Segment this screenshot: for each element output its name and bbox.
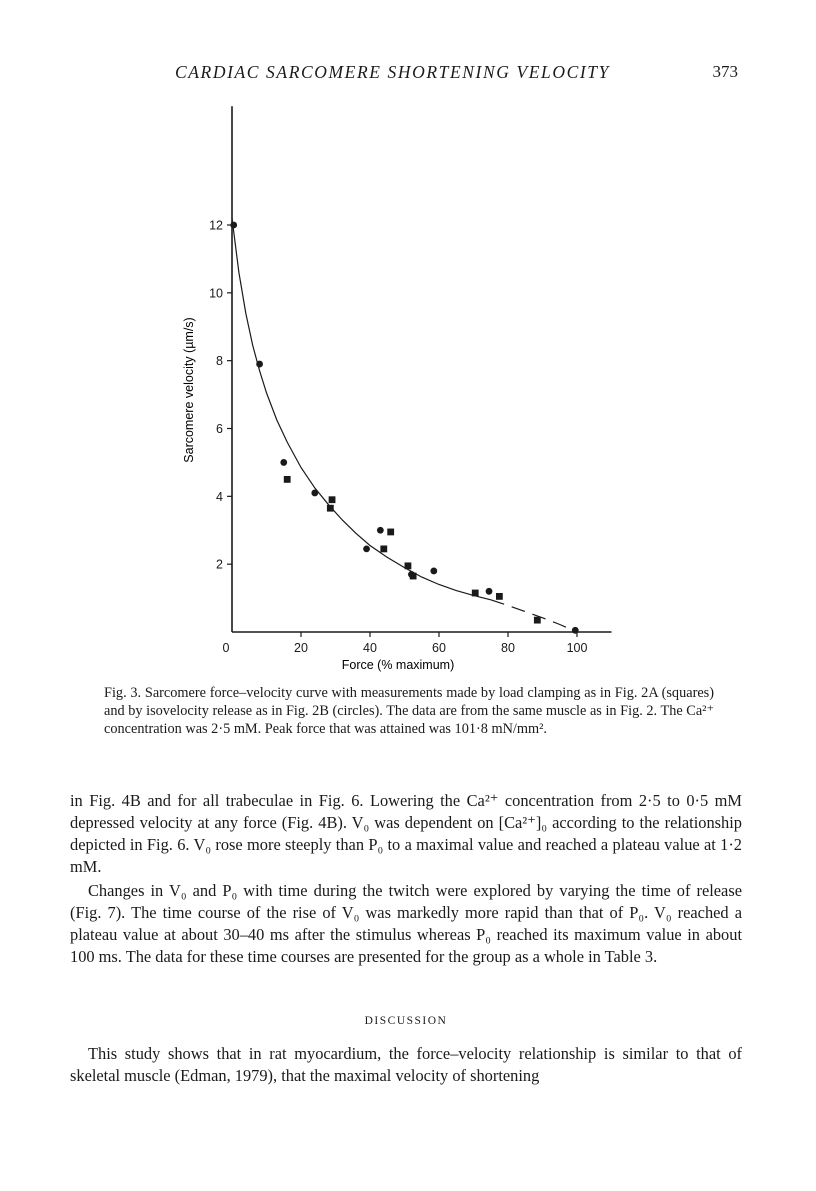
fitted-curve-solid — [232, 218, 491, 600]
square-point — [329, 496, 336, 503]
fitted-curve-dashed — [491, 600, 577, 632]
x-tick-label: 100 — [566, 641, 588, 655]
y-tick-label: 2 — [216, 557, 223, 572]
square-point — [472, 590, 479, 597]
caption-text: Sarcomere force–velocity curve with measurements made by load clamping as in Fig. 2A (squares) and by isovelocity release as in Fig. 2B (circles). The data are from the same muscle as in Fig. 2. The Ca²⁺ concentration was 2·5 mM. Peak force that was attained was 101·8 mN/mm². — [104, 685, 715, 737]
circle-point — [363, 546, 370, 553]
fitted-curve — [232, 218, 577, 632]
chart-axes — [232, 106, 612, 632]
body-text — [70, 790, 742, 968]
square-point — [380, 546, 387, 553]
y-tick-label: 10 — [209, 286, 223, 301]
running-header — [70, 62, 742, 86]
x-tick-label: 40 — [363, 641, 377, 655]
y-tick-label: 4 — [216, 489, 223, 504]
chart-ticks — [209, 219, 587, 656]
discussion-heading: DISCUSSION — [364, 1015, 448, 1027]
x-tick-label: 20 — [294, 641, 308, 655]
square-point — [534, 617, 541, 624]
y-tick-label: 8 — [216, 354, 223, 369]
square-point — [284, 476, 291, 483]
y-tick-label: 12 — [209, 218, 223, 233]
data-points — [230, 222, 578, 634]
x-tick-label: 60 — [432, 641, 446, 655]
figure-3 — [180, 105, 620, 675]
y-tick-label: 6 — [216, 422, 223, 436]
discussion-text — [70, 1043, 742, 1087]
square-point — [405, 562, 412, 569]
x-tick-label: 80 — [501, 641, 515, 655]
y-axis-label: Sarcomere velocity (µm/s) — [182, 317, 196, 463]
discussion-paragraph-1: This study shows that in rat myocardium, the force–velocity relationship is similar to that of skeletal muscle (Edman, 1979), that the maximal velocity of shortening — [70, 1044, 742, 1085]
x-tick-label: 0 — [222, 641, 230, 655]
square-point — [327, 505, 334, 512]
page-number: 373 — [712, 62, 738, 81]
square-point — [410, 573, 417, 580]
force-velocity-chart — [180, 105, 620, 675]
circle-point — [311, 490, 318, 497]
circle-point — [256, 361, 263, 368]
circle-point — [430, 568, 437, 575]
circle-point — [280, 459, 287, 466]
figure-caption — [104, 684, 714, 738]
body-paragraph-1: in Fig. 4B and for all trabeculae in Fig. 6. Lowering the Ca²⁺ concentration from 2·5 to 0·5 mM depressed velocity at any force (Fig. 4B). V₀ was dependent on [Ca²⁺]₀ according to the relationship depicted in Fig. 6. V₀ rose more steeply than P₀ to a maximal value and reached a plateau value at 1·2 mM. — [70, 791, 742, 876]
square-point — [387, 529, 394, 536]
circle-point — [377, 527, 384, 534]
circle-point — [486, 588, 493, 595]
caption-label: Fig. 3. — [104, 685, 142, 701]
x-axis-label: Force (% maximum) — [341, 658, 455, 672]
square-point — [496, 593, 503, 600]
body-paragraph-2: Changes in V₀ and P₀ with time during the twitch were explored by varying the time of release (Fig. 7). The time course of the rise of V₀ was markedly more rapid than that of P₀. V₀ reached a plateau value at about 30–40 ms after the stimulus whereas P₀ reached its maximum value in about 100 ms. The data for these time courses are presented for the group as a whole in Table 3. — [70, 881, 742, 966]
running-title: CARDIAC SARCOMERE SHORTENING VELOCITY — [175, 62, 610, 82]
circle-point — [230, 222, 237, 229]
circle-point — [572, 627, 579, 634]
